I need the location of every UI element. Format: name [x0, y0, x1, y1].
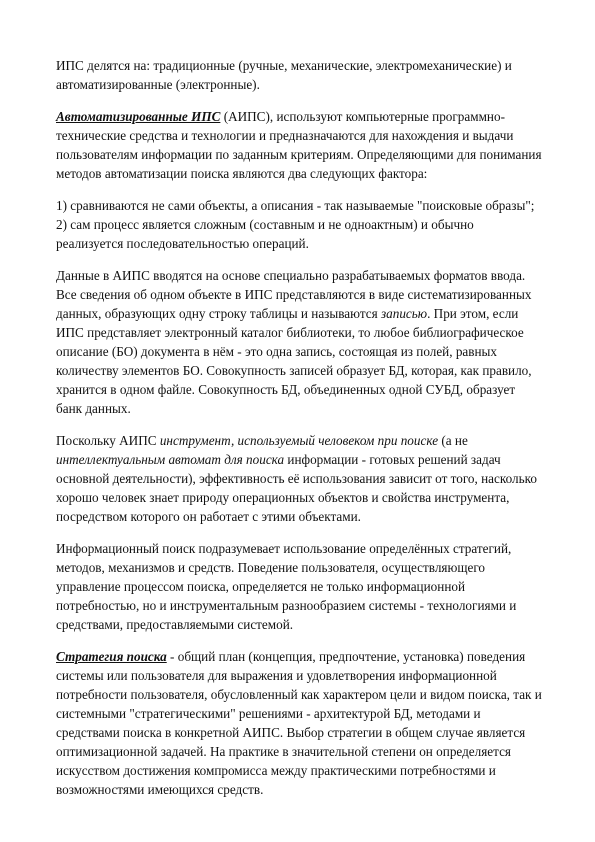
italic-instrument: инструмент, используемый человеком при поиске	[159, 433, 439, 448]
paragraph-aips-definition	[56, 107, 543, 183]
paragraph-text: ИПС делятся на: традиционные (ручные, механические, электромеханические) и автоматизированные (электронные).	[56, 58, 512, 92]
term-automated-ips: Автоматизированные ИПС	[56, 109, 221, 124]
paragraph-text: (а не	[438, 433, 468, 448]
term-record: записью	[380, 306, 428, 321]
paragraph-search-strategy	[56, 647, 543, 799]
paragraph-text: . При этом, если ИПС представляет электронный каталог библиотеки, то любое библиографическое описание (БО) документа в нём - это одна запись, состоящая из полей, равных количеству элементов БО. Совокупность записей образует БД, которая, как правило, хранится в одном файле. Совокупность БД, объединенных одной СУБД, образует банк данных.	[56, 306, 532, 416]
paragraph-factors	[56, 196, 543, 253]
paragraph-text: Поскольку АИПС	[56, 433, 160, 448]
paragraph-text: информации - готовых решений задач основной деятельности), эффективность её использования зависит от того, насколько хорошо человек знает природу операционных объектов и свойства инструмента, посредством которого он работает с этими объектами.	[56, 452, 537, 524]
paragraph-info-search	[56, 539, 543, 634]
paragraph-ips-types	[56, 56, 543, 94]
factor-2: 2) сам процесс является сложным (составным и не одноактным) и обычно реализуется последовательностью операций.	[56, 217, 474, 251]
italic-automaton: интеллектуальным автомат для поиска	[56, 452, 285, 467]
paragraph-text: Информационный поиск подразумевает использование определённых стратегий, методов, механизмов и средств. Поведение пользователя, осуществляющего управление процессом поиска, определяется не только информационной потребностью, но и инструментальным разнообразием системы - технологиями и средствами, предоставляемыми системой.	[56, 541, 517, 632]
paragraph-text: - общий план (концепция, предпочтение, установка) поведения системы или пользователя для выражения и удовлетворения информационной потребности пользователя, обусловленный как характером цели и видом поиска, так и системными "стратегическими" решениями - архитектурой БД, методами и средствами поиска в конкретной АИПС. Выбор стратегии в общем случае является оптимизационной задачей. На практике в значительной степени он определяется искусством достижения компромисса между практическими потребностями и возможностями имеющихся средств.	[56, 649, 542, 797]
paragraph-text: Данные в АИПС вводятся на основе специально разрабатываемых форматов ввода. Все сведения об одном объекте в ИПС представляются в виде систематизированных данных, образующих одну строку таблицы и называются	[56, 268, 532, 321]
paragraph-aips-instrument	[56, 431, 543, 526]
paragraph-text: (АИПС), используют компьютерные программно-технические средства и технологии и предназначаются для нахождения и выдачи пользователям информации по заданным критериям. Определяющими для понимания методов автоматизации поиска являются два следующих фактора:	[56, 109, 542, 181]
factor-1: 1) сравниваются не сами объекты, а описания - так называемые "поисковые образы";	[56, 198, 535, 213]
term-search-strategy: Стратегия поиска	[56, 649, 167, 664]
paragraph-data-records	[56, 266, 543, 418]
